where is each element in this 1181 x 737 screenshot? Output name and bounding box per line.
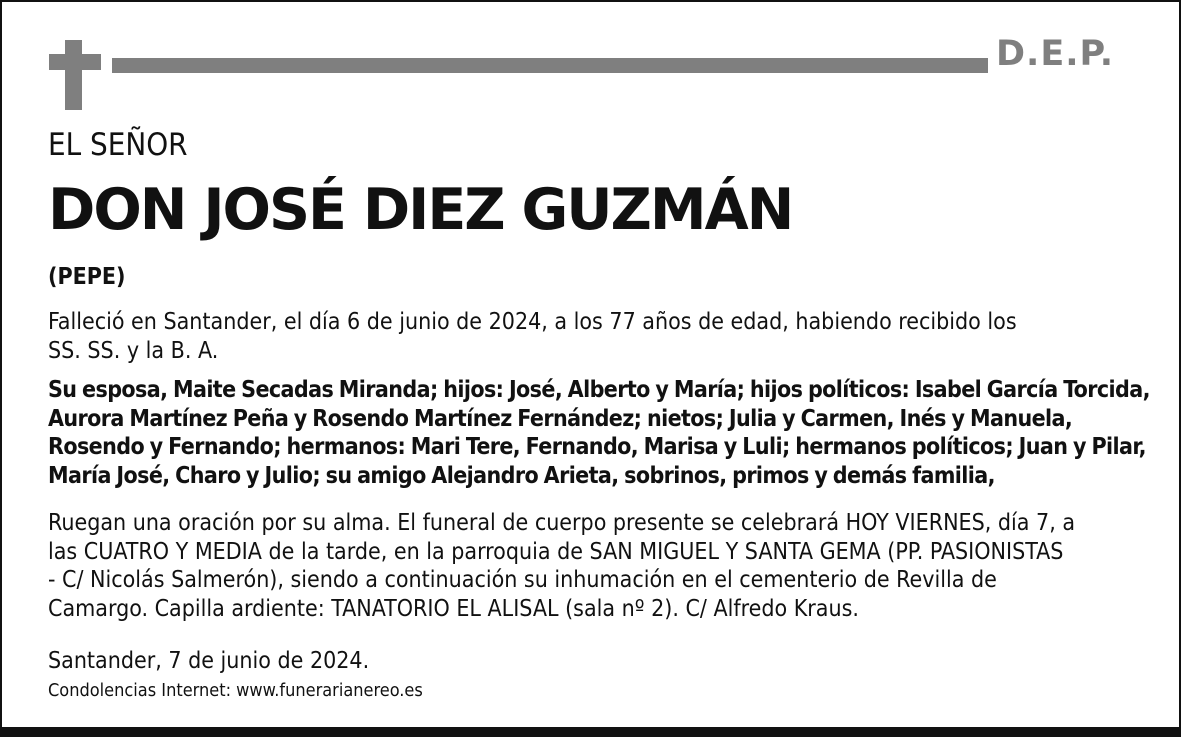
header-rule (112, 58, 988, 73)
death-notice-line: SS. SS. y la B. A. (48, 337, 219, 364)
death-notice-line: Falleció en Santander, el día 6 de junio de 2024, a los 77 años de edad, habiendo recibido los (48, 309, 1017, 335)
funeral-line: Camargo. Capilla ardiente: TANATORIO EL ALISAL (sala nº 2). C/ Alfredo Kraus. (48, 595, 859, 622)
family-line: María José, Charo y Julio; su amigo Alejandro Arieta, sobrinos, primos y demás familia, (48, 462, 995, 489)
family-line: Rosendo y Fernando; hermanos: Mari Tere, Fernando, Marisa y Luli; hermanos políticos; Juan y Pilar, (48, 434, 1146, 460)
nickname: (PEPE) (48, 264, 126, 290)
funeral-details (48, 509, 1075, 623)
honorific: EL SEÑOR (48, 127, 188, 163)
family-list (48, 376, 1150, 490)
death-notice (48, 308, 1017, 365)
deceased-name: DON JOSÉ DIEZ GUZMÁN (48, 177, 793, 243)
funeral-line: las CUATRO Y MEDIA de la tarde, en la parroquia de SAN MIGUEL Y SANTA GEMA (PP. PASIONISTAS (48, 538, 1064, 565)
dateline: Santander, 7 de junio de 2024. (48, 648, 370, 674)
funeral-line: - C/ Nicolás Salmerón), siendo a continuación su inhumación en el cementerio de Revilla de (48, 567, 997, 593)
family-line: Su esposa, Maite Secadas Miranda; hijos: José, Alberto y María; hijos políticos: Isabel García Torcida, (48, 377, 1150, 403)
condolences-link-text: Condolencias Internet: www.funerarianereo.es (48, 680, 423, 701)
family-line: Aurora Martínez Peña y Rosendo Martínez Fernández; nietos; Julia y Carmen, Inés y Manuela, (48, 405, 1073, 432)
funeral-line: Ruegan una oración por su alma. El funeral de cuerpo presente se celebrará HOY VIERNES, día 7, a (48, 510, 1076, 536)
cross-icon-bar (49, 54, 101, 70)
bottom-border (2, 727, 1179, 735)
dep-label: D.E.P. (996, 34, 1115, 74)
cross-icon (65, 40, 82, 110)
